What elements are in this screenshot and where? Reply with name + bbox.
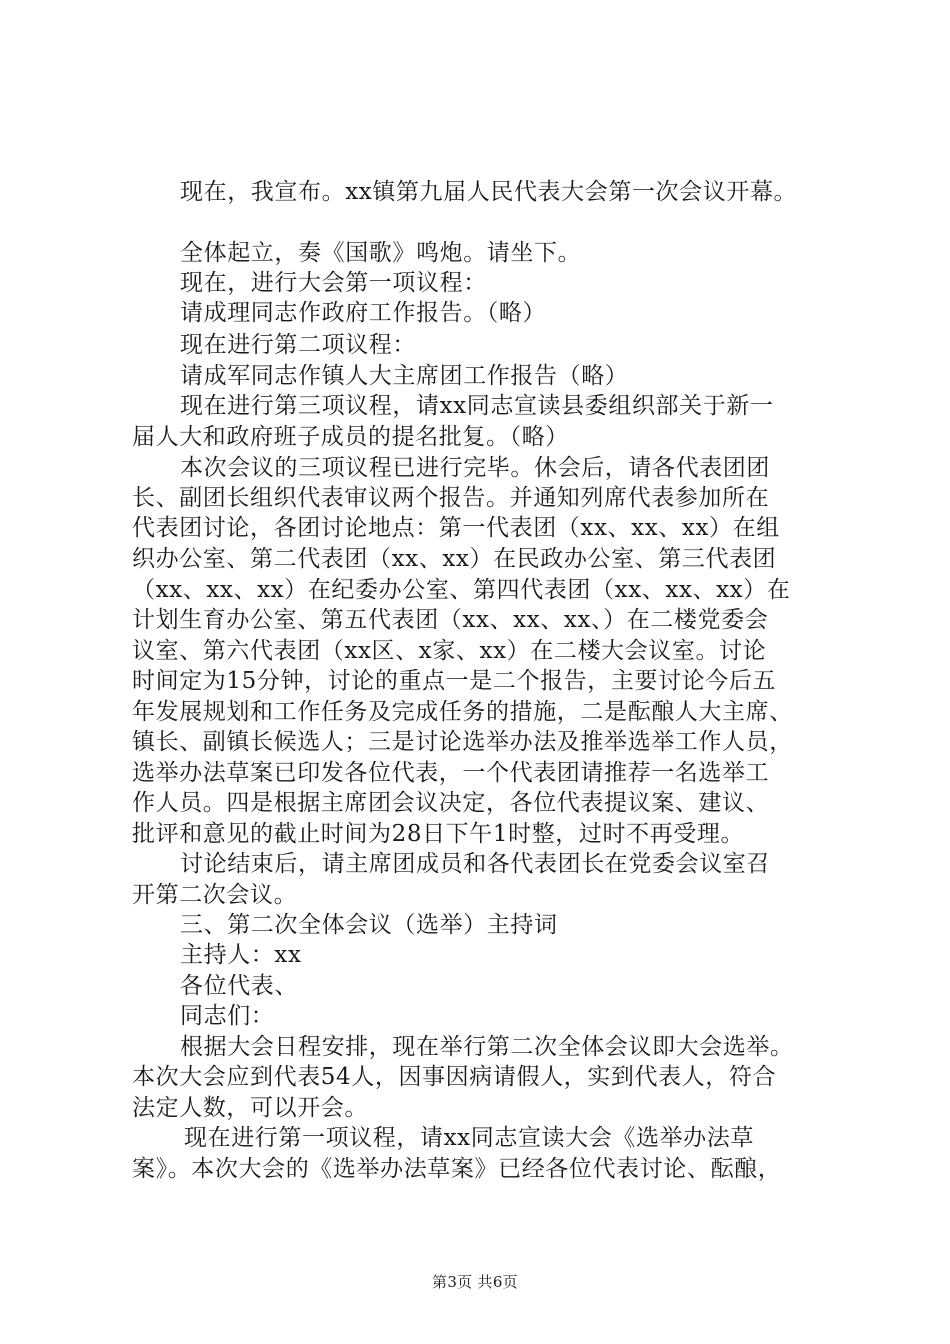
paragraph-line: 届人大和政府班子成员的提名批复。（略） (132, 424, 569, 450)
paragraph-line: 本次大会应到代表54人，因事因病请假人，实到代表人，符合 (132, 1064, 777, 1090)
section-heading: 三、第二次全体会议（选举）主持词 (180, 912, 558, 938)
paragraph-line: 开第二次会议。 (132, 882, 298, 908)
paragraph-line: 现在，我宣布。xx镇第九届人民代表大会第一次会议开幕。 (180, 179, 798, 205)
paragraph-line: 计划生育办公室、第五代表团（xx、xx、xx、）在二楼党委会 (132, 607, 769, 633)
paragraph-line: 本次会议的三项议程已进行完毕。休会后，请各代表团团 (180, 455, 770, 481)
paragraph-line: 选举办法草案已印发各位代表，一个代表团请推荐一名选举工 (132, 760, 770, 786)
paragraph-line: 作人员。四是根据主席团会议决定，各位代表提议案、建议、 (132, 790, 770, 816)
paragraph-line: 现在进行第二项议程： (180, 332, 416, 358)
paragraph-line: 案》。本次大会的《选举办法草案》已经各位代表讨论、酝酿， (132, 1156, 782, 1182)
paragraph-line: 代表团讨论，各团讨论地点：第一代表团（xx、xx、xx）在组 (132, 515, 780, 541)
paragraph-line: （xx、xx、xx）在纪委办公室、第四代表团（xx、xx、xx）在 (132, 577, 791, 603)
paragraph-line: 镇长、副镇长候选人；三是讨论选举办法及推举选举工作人员， (132, 729, 793, 755)
paragraph-line: 请成军同志作镇人大主席团工作报告（略） (180, 363, 629, 389)
paragraph-line: 现在进行第一项议程，请xx同志宣读大会《选举办法草 (184, 1125, 754, 1151)
paragraph-line: 现在进行第三项议程，请xx同志宣读县委组织部关于新一 (180, 393, 774, 419)
page-number: 第3页 共6页 (432, 1273, 518, 1291)
paragraph-line: 讨论结束后，请主席团成员和各代表团长在党委会议室召 (180, 851, 770, 877)
paragraph-line: 织办公室、第二代表团（xx、xx）在民政办公室、第三代表团 (132, 546, 777, 572)
paragraph-line: 法定人数，可以开会。 (132, 1095, 368, 1121)
paragraph-line: 主持人：xx (180, 942, 302, 968)
paragraph-line: 长、副团长组织代表审议两个报告。并通知列席代表参加所在 (132, 485, 770, 511)
paragraph-line: 请成理同志作政府工作报告。（略） (180, 300, 547, 326)
paragraph-line: 年发展规划和工作任务及完成任务的措施，二是酝酿人大主席、 (132, 699, 793, 725)
paragraph-line: 根据大会日程安排，现在举行第二次全体会议即大会选举。 (180, 1034, 794, 1060)
paragraph-line: 现在，进行大会第一项议程： (180, 270, 487, 296)
paragraph-line: 全体起立，奏《国歌》鸣炮。请坐下。 (180, 240, 582, 266)
paragraph-line: 议室、第六代表团（xx区、x家、xx）在二楼大会议室。讨论 (132, 638, 767, 664)
paragraph-line: 时间定为15分钟，讨论的重点一是二个报告，主要讨论今后五 (132, 668, 777, 694)
paragraph-line: 各位代表、 (180, 973, 298, 999)
paragraph-line: 同志们： (180, 1003, 275, 1029)
paragraph-line: 批评和意见的截止时间为28日下午1时整，过时不再受理。 (132, 821, 745, 847)
